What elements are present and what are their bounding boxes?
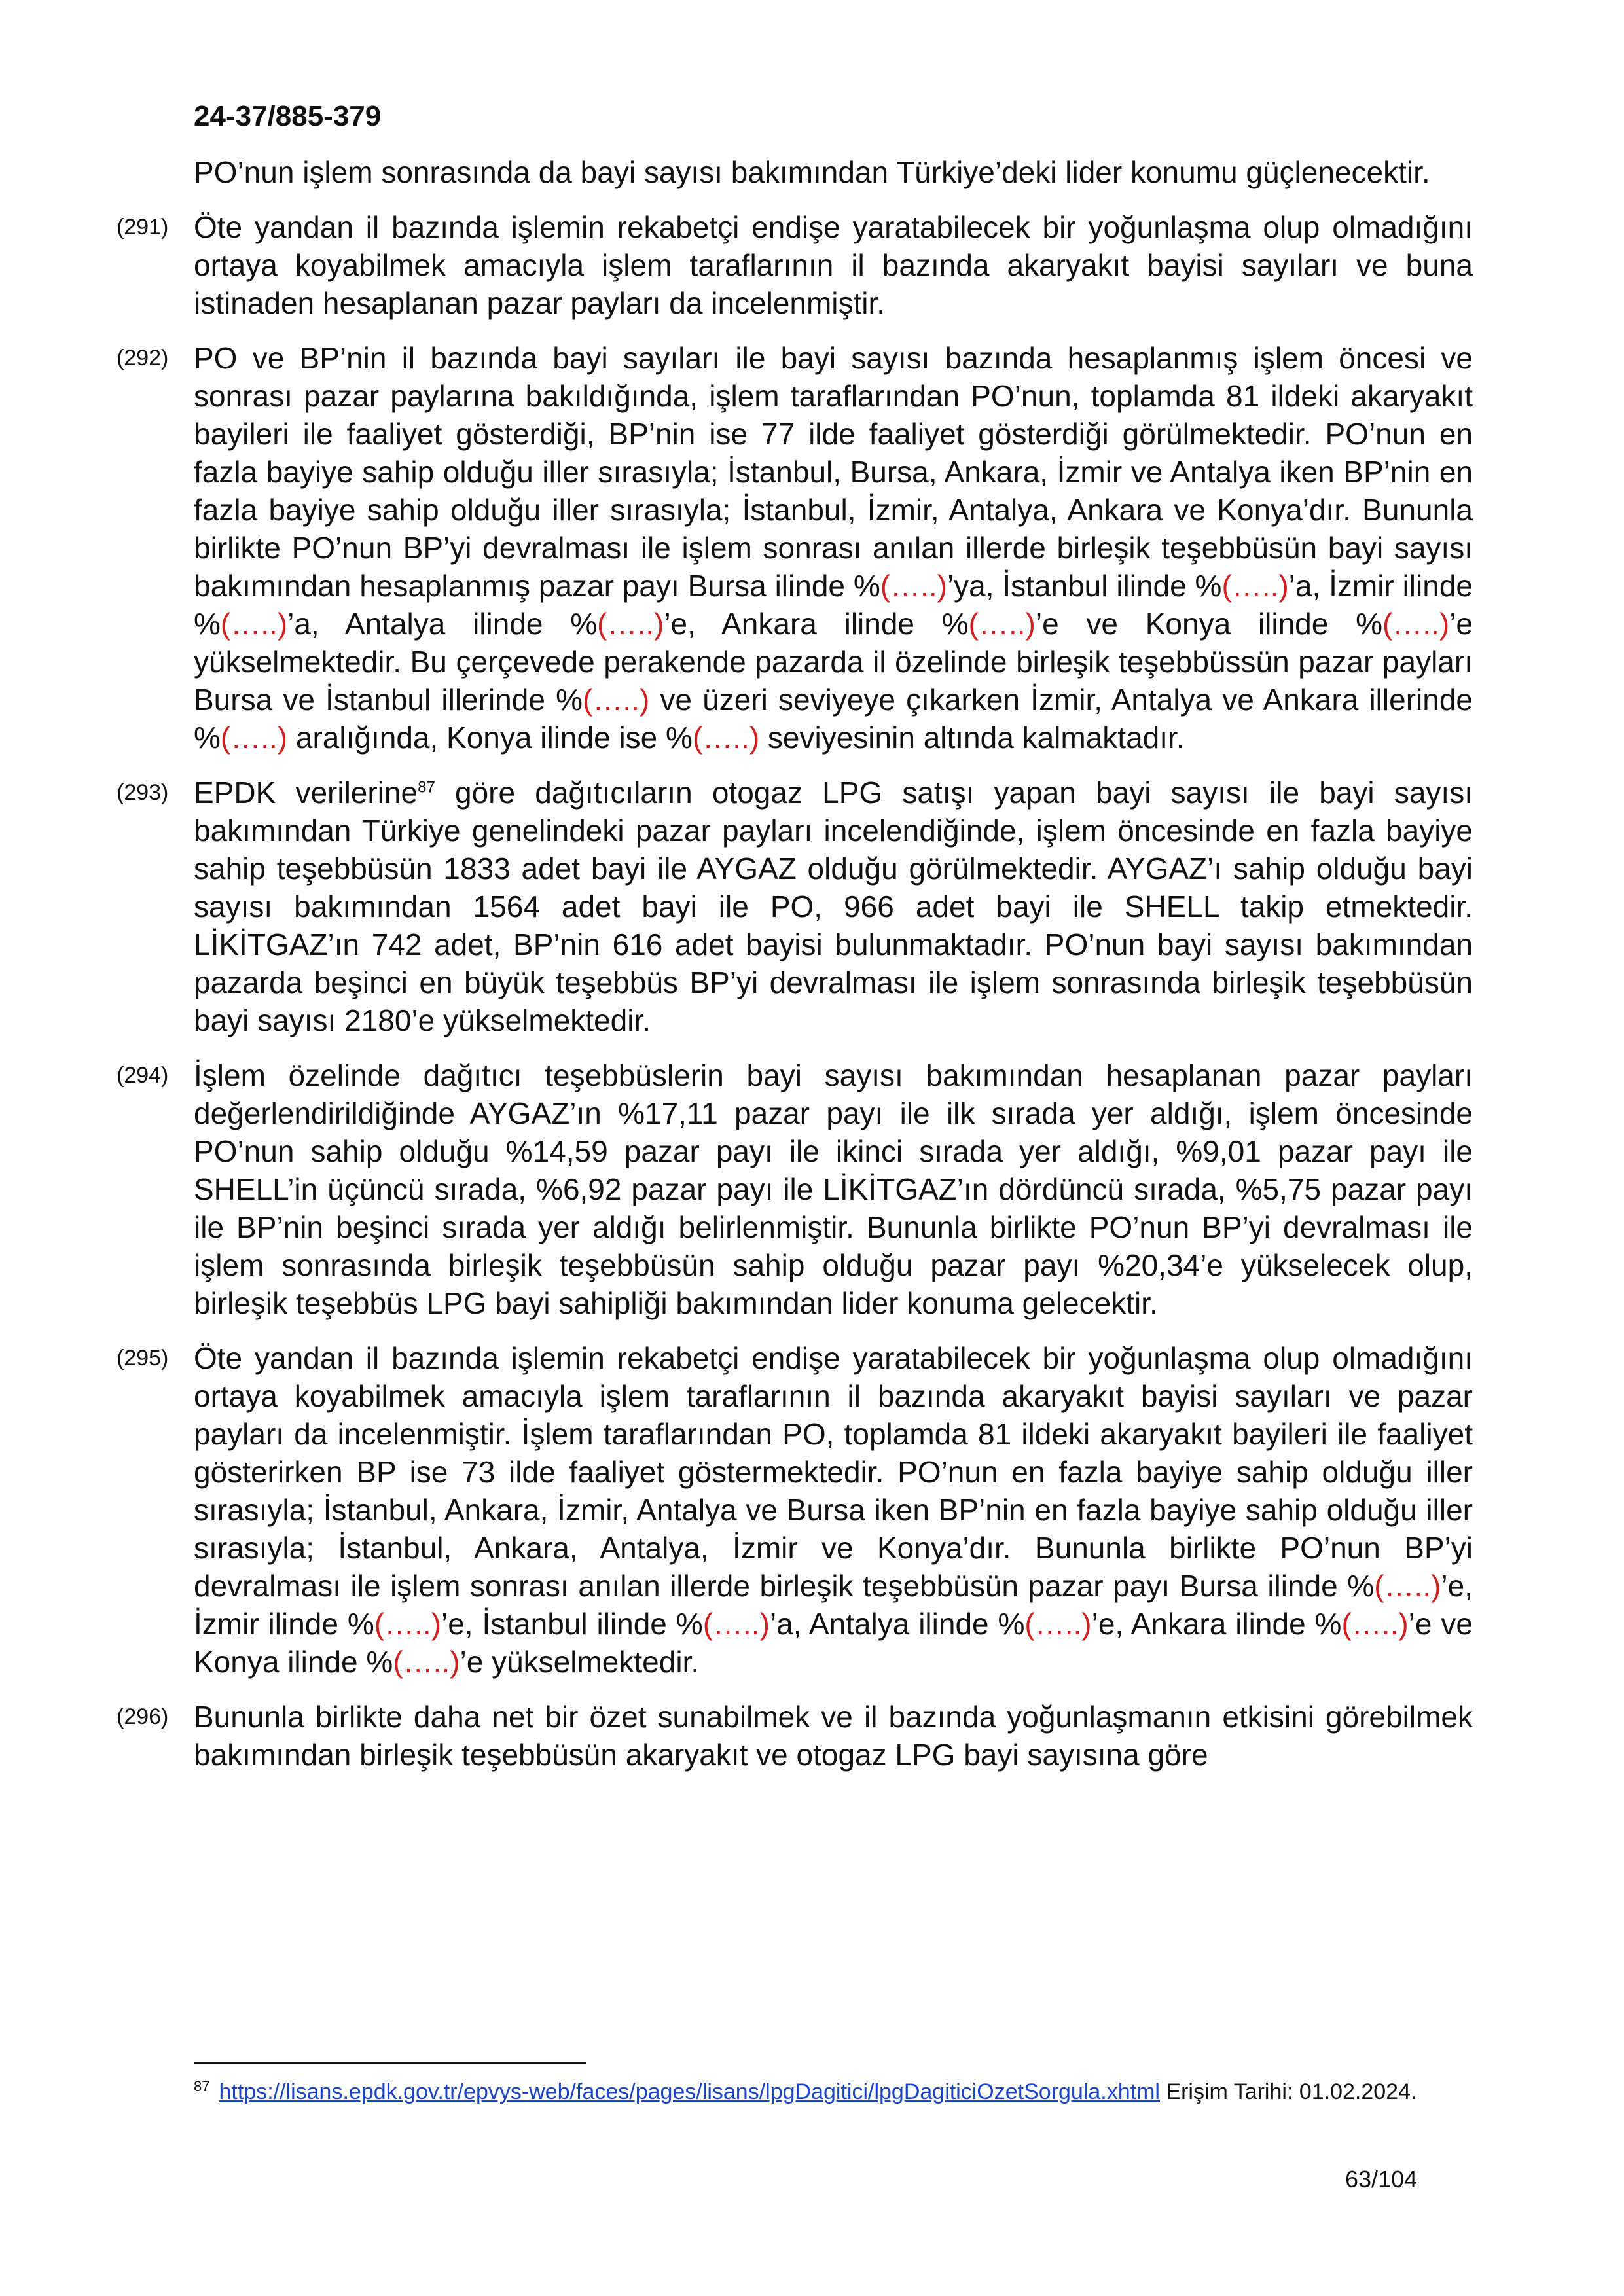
paragraph — [117, 208, 1473, 322]
paragraph-text: ve üzeri seviyeye çıkarken İzmir, Antalya ve Ankara illerinde % — [194, 683, 1473, 755]
redacted-value: (…..) — [1341, 1607, 1409, 1641]
page-number: 63/104 — [1345, 2166, 1418, 2193]
redacted-value: (…..) — [374, 1607, 441, 1641]
paragraph — [117, 339, 1473, 757]
paragraph-number: (292) — [117, 346, 169, 370]
footnote-access-date: Erişim Tarihi: 01.02.2024. — [1159, 2079, 1417, 2104]
redacted-value: (…..) — [692, 721, 760, 755]
paragraph-number: (294) — [117, 1063, 169, 1088]
paragraph-text: ’e yükselmektedir. Bu çerçevede perakende pazarda il özelinde birleşik teşebbüssün pazar payları Bursa ve İstanbul illerinde % — [194, 607, 1473, 717]
redacted-value: (…..) — [702, 1607, 770, 1641]
body-text — [117, 153, 1473, 1791]
paragraph-text: PO ve BP’nin il bazında bayi sayıları ile bayi sayısı bazında hesaplanmış işlem öncesi ve sonrası pazar paylarına bakıldığında, işlem taraflarından PO’nun, toplamda 81 ildeki akaryakıt bayileri ile faaliyet gösterdiği, BP’nin ise 77 ilde faaliyet gösterdiği görülmektedir. PO’nun en fazla bayiye sahip olduğu iller sırasıyla; İstanbul, Bursa, Ankara, İzmir ve Antalya iken BP’nin en fazla bayiye sahip olduğu iller sırasıyla; İstanbul, İzmir, Antalya, Ankara ve Konya’dır. Bununla birlikte PO’nun BP’yi devralması ile işlem sonrası anılan illerde birleşik teşebbüsün bayi sayısı bakımından hesaplanmış pazar payı Bursa ilinde % — [194, 341, 1473, 603]
redacted-value: (…..) — [968, 607, 1036, 641]
redacted-value: (…..) — [880, 569, 947, 603]
paragraph-text: ’a, Antalya ilinde % — [287, 607, 598, 641]
paragraph-text: ’e ve Konya ilinde % — [194, 1607, 1473, 1679]
paragraph-text: ’e ve Konya ilinde % — [1035, 607, 1382, 641]
redacted-value: (…..) — [1382, 607, 1450, 641]
redacted-value: (…..) — [393, 1645, 460, 1679]
paragraph-text: göre dağıtıcıların otogaz LPG satışı yapan bayi sayısı ile bayi sayısı bakımından Türkiye genelindeki pazar payları incelendiğinde, işlem öncesinde en fazla bayiye sahip teşebbüsün 1833 adet bayi ile AYGAZ olduğu görülmektedir. AYGAZ’ı sahip olduğu bayi sayısı bakımından 1564 adet bayi ile PO, 966 adet bayi ile SHELL takip etmektedir. LİKİTGAZ’ın 742 adet, BP’nin 616 adet bayisi bulunmaktadır. PO’nun bayi sayısı bakımından pazarda beşinci en büyük teşebbüs BP’yi devralması ile işlem sonrasında birleşik teşebbüsün bayi sayısı 2180’e yükselmektedir. — [194, 776, 1473, 1037]
footnote-number: 87 — [194, 2077, 210, 2094]
redacted-value: (…..) — [1221, 569, 1289, 603]
paragraph-text: ’e, Ankara ilinde % — [664, 607, 969, 641]
paragraph-text: ’e, İstanbul ilinde % — [441, 1607, 703, 1641]
paragraph-text: Öte yandan il bazında işlemin rekabetçi endişe yaratabilecek bir yoğunlaşma olup olmadığını ortaya koyabilmek amacıyla işlem taraflarının il bazında akaryakıt bayisi sayıları ve buna istinaden hesaplanan pazar payları da incelenmiştir. — [194, 210, 1473, 320]
paragraph-text: İşlem özelinde dağıtıcı teşebbüslerin bayi sayısı bakımından hesaplanan pazar payları değerlendirildiğinde AYGAZ’ın %17,11 pazar payı ile ilk sırada yer aldığı, işlem öncesinde PO’nun sahip olduğu %14,59 pazar payı ile ikinci sırada yer aldığı, %9,01 pazar payı ile SHELL’in üçüncü sırada, %6,92 pazar payı ile LİKİTGAZ’ın dördüncü sırada, %5,75 pazar payı ile BP’nin beşinci sırada yer aldığı belirlenmiştir. Bununla birlikte PO’nun BP’yi devralması ile işlem sonrasında birleşik teşebbüsün sahip olduğu pazar payı %20,34’e yükselecek olup, birleşik teşebbüs LPG bayi sahipliği bakımından lider konuma gelecektir. — [194, 1058, 1473, 1320]
footnote-reference: 87 — [418, 778, 435, 797]
paragraph-text: aralığında, Konya ilinde ise % — [287, 721, 693, 755]
paragraph-number: (295) — [117, 1346, 169, 1371]
paragraph — [117, 1698, 1473, 1774]
paragraph-text: EPDK verilerine — [194, 776, 418, 810]
paragraph — [117, 1339, 1473, 1681]
paragraph-text: seviyesinin altında kalmaktadır. — [759, 721, 1185, 755]
paragraph-text: ’e yükselmektedir. — [460, 1645, 700, 1679]
redacted-value: (…..) — [1374, 1569, 1441, 1603]
paragraph-number: (296) — [117, 1704, 169, 1729]
paragraph — [117, 774, 1473, 1039]
paragraph-text: PO’nun işlem sonrasında da bayi sayısı bakımından Türkiye’deki lider konumu güçlenecektir. — [194, 155, 1430, 189]
redacted-value: (…..) — [220, 607, 288, 641]
redacted-value: (…..) — [220, 721, 288, 755]
redacted-value: (…..) — [597, 607, 664, 641]
paragraph-text: ’e, İzmir ilinde % — [194, 1569, 1473, 1641]
footnote-link[interactable]: https://lisans.epdk.gov.tr/epvys-web/faces/pages/lisans/lpgDagitici/lpgDagiticiOzetSorgula.xhtml — [219, 2079, 1160, 2104]
paragraph-number: (291) — [117, 215, 169, 240]
paragraph-text: ’e, Ankara ilinde % — [1091, 1607, 1342, 1641]
paragraph-text: ’ya, İstanbul ilinde % — [947, 569, 1222, 603]
redacted-value: (…..) — [583, 683, 650, 717]
paragraph — [194, 153, 1473, 191]
paragraph-text: Öte yandan il bazında işlemin rekabetçi endişe yaratabilecek bir yoğunlaşma olup olmadığını ortaya koyabilmek amacıyla işlem taraflarının il bazında akaryakıt bayisi sayıları ve pazar payları da incelenmiştir. İşlem taraflarından PO, toplamda 81 ildeki akaryakıt bayileri ile faaliyet gösterirken BP ise 73 ilde faaliyet göstermektedir. PO’nun en fazla bayiye sahip olduğu iller sırasıyla; İstanbul, Ankara, İzmir, Antalya ve Bursa iken BP’nin en fazla bayiye sahip olduğu iller sırasıyla; İstanbul, Ankara, Antalya, İzmir ve Konya’dır. Bununla birlikte PO’nun BP’yi devralması ile işlem sonrası anılan illerde birleşik teşebbüsün pazar payı Bursa ilinde % — [194, 1341, 1473, 1603]
paragraph-text: Bununla birlikte daha net bir özet sunabilmek ve il bazında yoğunlaşmanın etkisini görebilmek bakımından birleşik teşebbüsün akaryakıt ve otogaz LPG bayi sayısına göre — [194, 1700, 1473, 1772]
paragraph — [117, 1056, 1473, 1322]
paragraph-text: ’a, Antalya ilinde % — [769, 1607, 1025, 1641]
paragraph-text: ’a, İzmir ilinde % — [194, 569, 1473, 641]
redacted-value: (…..) — [1024, 1607, 1092, 1641]
document-id: 24-37/885-379 — [194, 100, 382, 132]
footnote-separator — [194, 2062, 586, 2064]
footnote — [194, 2076, 1473, 2108]
paragraph-number: (293) — [117, 780, 169, 805]
